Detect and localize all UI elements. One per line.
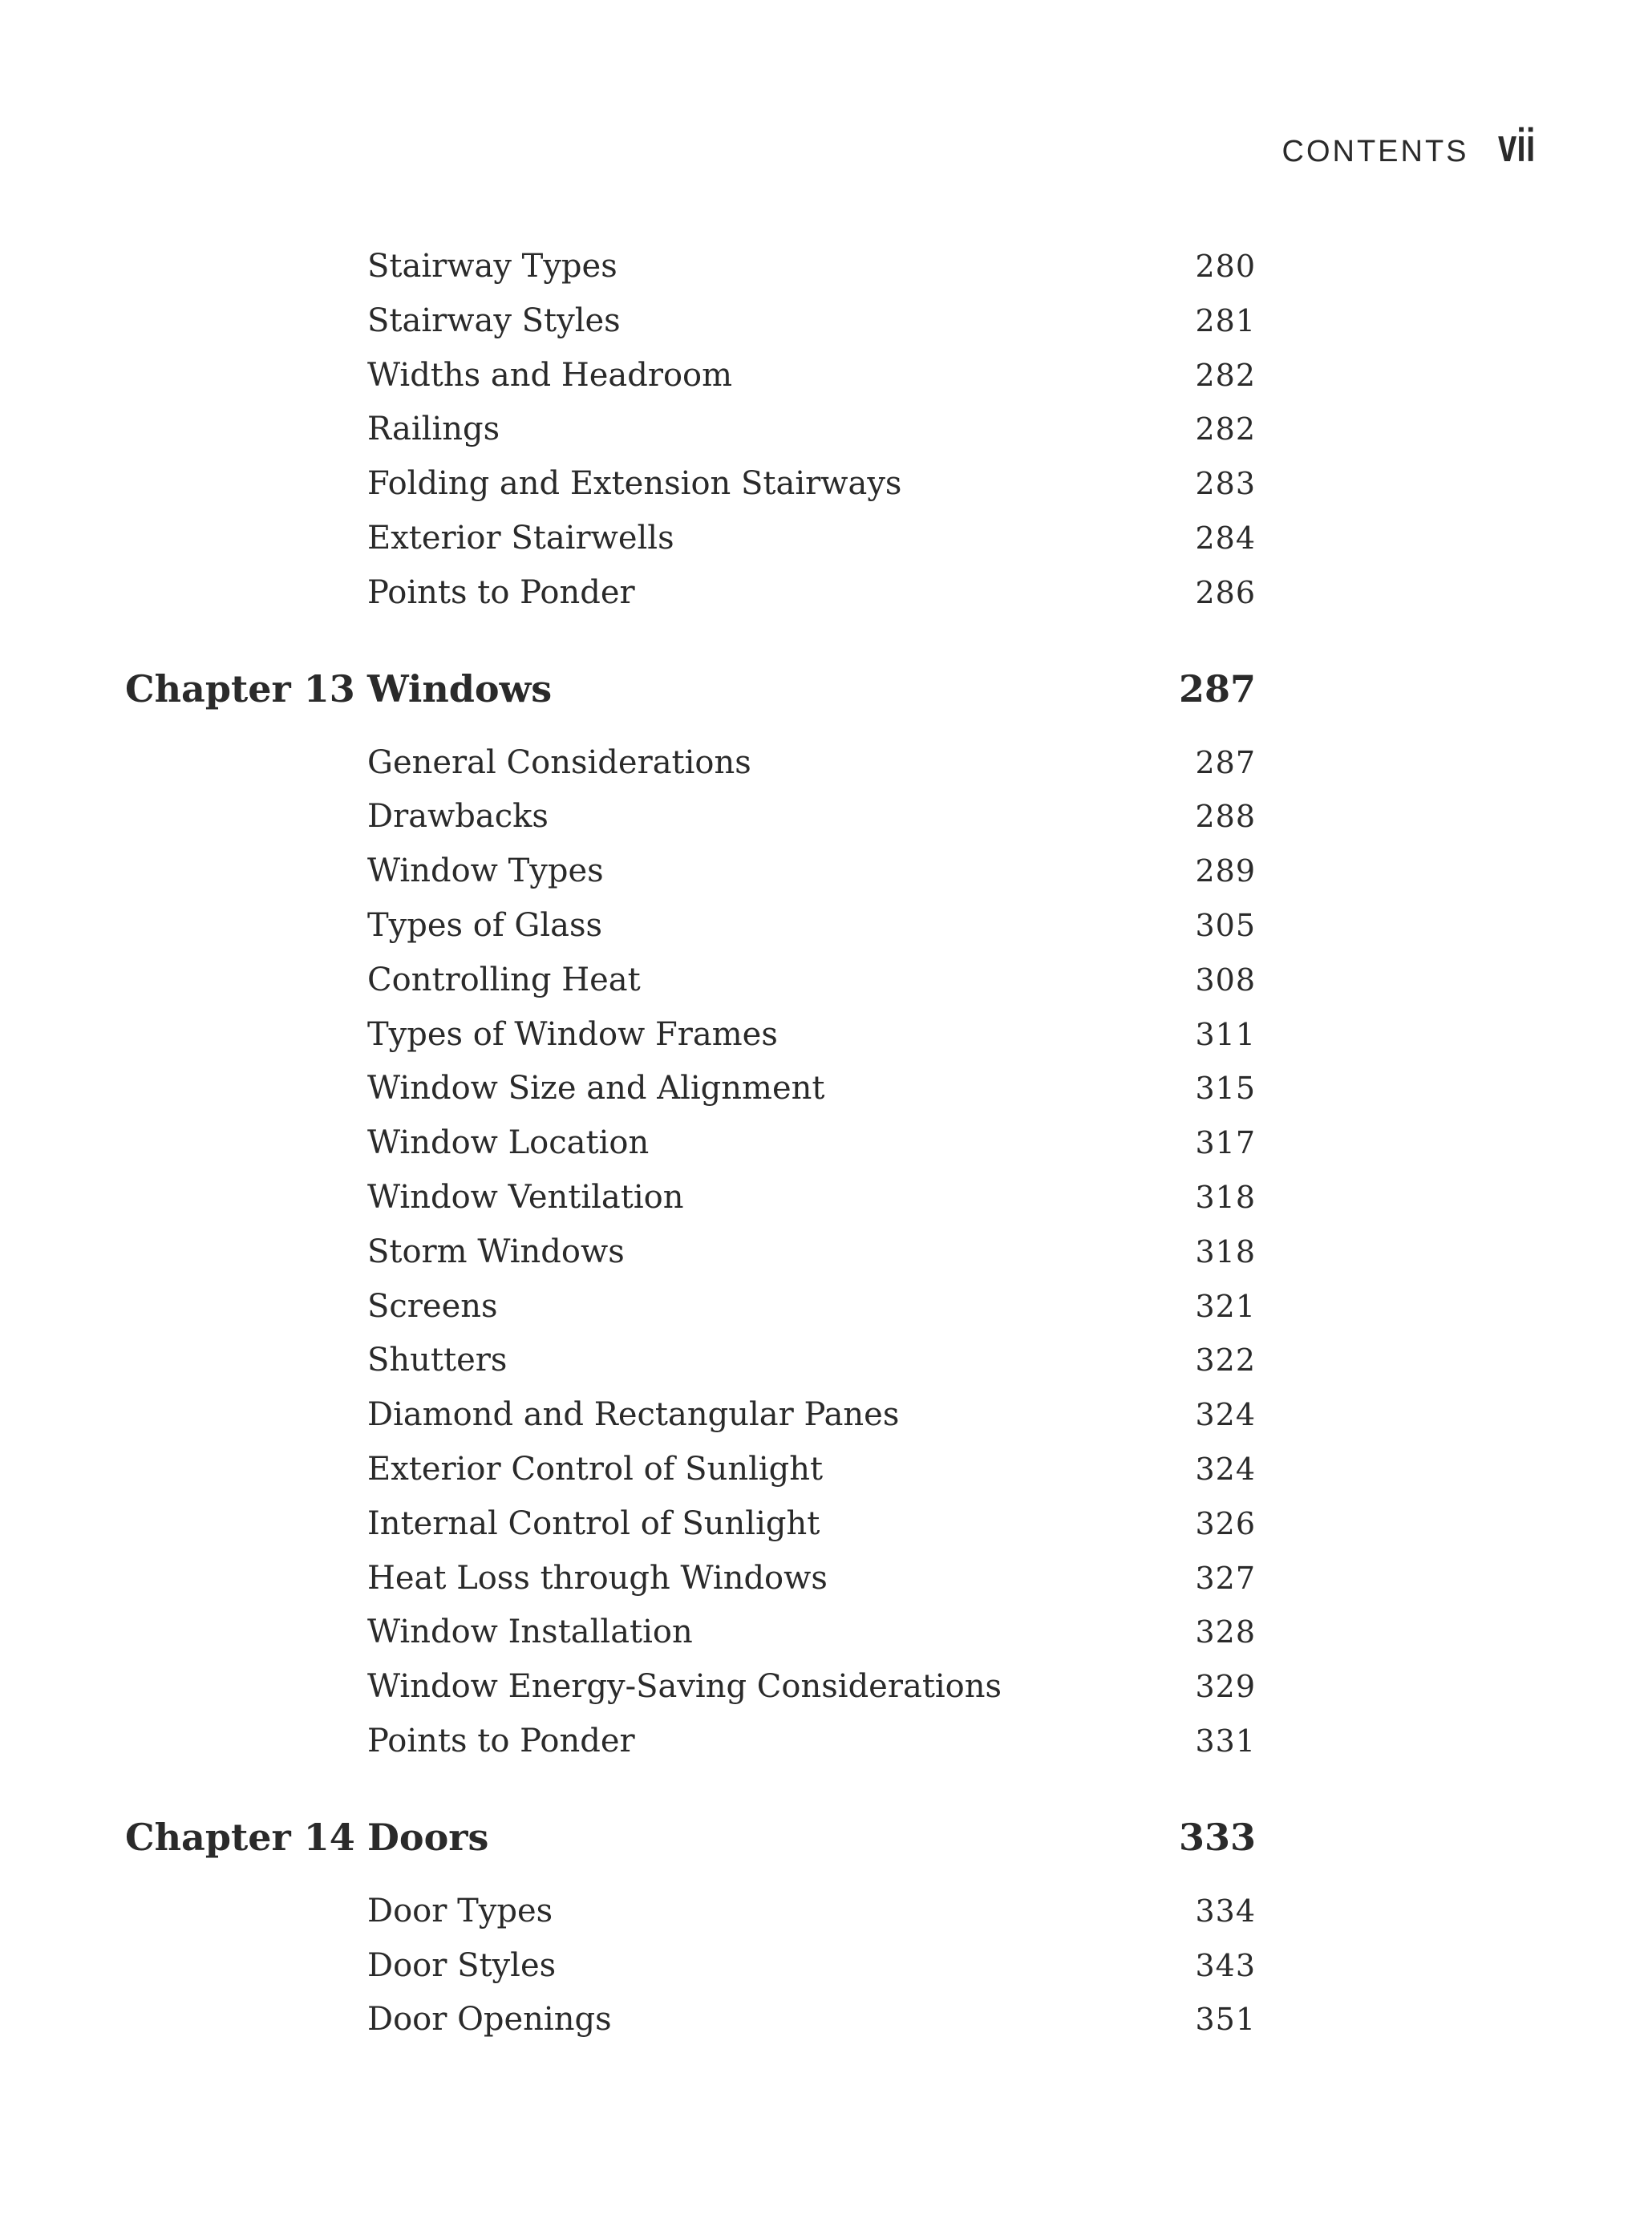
toc-entry-page: 326 [1195, 1505, 1256, 1541]
toc-entry-title: Window Size and Alignment [367, 1070, 825, 1107]
toc-entry[interactable] [0, 460, 1652, 514]
toc-entry-page: 334 [1195, 1893, 1256, 1929]
toc-entry[interactable] [0, 1717, 1652, 1772]
toc-entry[interactable] [0, 1500, 1652, 1554]
toc-entry-title: Folding and Extension Stairways [367, 465, 902, 503]
toc-entry-page: 287 [1195, 744, 1256, 780]
toc-entry-title: Screens [367, 1287, 498, 1325]
toc-entry-title: Widths and Headroom [367, 356, 733, 394]
toc-entry-title: Storm Windows [367, 1233, 625, 1270]
toc-entry[interactable] [0, 1554, 1652, 1609]
toc-entry-page: 343 [1195, 1947, 1256, 1983]
toc-entry-page: 280 [1195, 249, 1256, 284]
chapter-label: Chapter 14 [125, 1815, 355, 1859]
toc-entry[interactable] [0, 847, 1652, 901]
toc-entry-page: 311 [1195, 1016, 1256, 1052]
toc-entry[interactable] [0, 739, 1652, 793]
toc-entry[interactable] [0, 1228, 1652, 1282]
toc-entry-page: 329 [1195, 1669, 1256, 1705]
toc-entry-title: Types of Window Frames [367, 1015, 778, 1053]
toc-entry-title: Exterior Control of Sunlight [367, 1450, 824, 1488]
toc-entry-title: Window Types [367, 852, 604, 890]
toc-entry-title: Window Energy-Saving Considerations [367, 1668, 1002, 1706]
toc-entry[interactable] [0, 792, 1652, 847]
toc-entry-page: 282 [1195, 411, 1256, 447]
toc-entry[interactable] [0, 1173, 1652, 1228]
toc-entry[interactable] [0, 405, 1652, 460]
running-head [1282, 119, 1550, 172]
toc-entry-page: 322 [1195, 1342, 1256, 1379]
toc-entry-title: Door Openings [367, 2001, 612, 2039]
toc-entry[interactable] [0, 1995, 1652, 2050]
toc-entry-page: 286 [1195, 574, 1256, 610]
toc-entry-page: 321 [1195, 1288, 1256, 1324]
chapter-page: 333 [1178, 1815, 1256, 1859]
toc-entry[interactable] [0, 1608, 1652, 1662]
toc-entry-title: General Considerations [367, 743, 751, 781]
toc-entry-page: 305 [1195, 907, 1256, 943]
chapter-title: Doors [367, 1815, 489, 1859]
toc-entry-title: Types of Glass [367, 906, 603, 944]
toc-entry-title: Points to Ponder [367, 573, 635, 611]
toc-entry[interactable] [0, 1119, 1652, 1173]
toc-entry-page: 284 [1195, 520, 1256, 556]
toc-entry-title: Drawbacks [367, 798, 549, 836]
toc-entry-page: 283 [1195, 466, 1256, 502]
toc-entry[interactable] [0, 569, 1652, 623]
chapter-title: Windows [367, 666, 553, 711]
toc-entry[interactable] [0, 1391, 1652, 1445]
toc-entry-title: Stairway Styles [367, 302, 621, 339]
toc-entry[interactable] [0, 901, 1652, 956]
toc-entry[interactable] [0, 514, 1652, 569]
toc-entry-page: 327 [1195, 1560, 1256, 1596]
toc-entry[interactable] [0, 1064, 1652, 1119]
table-of-contents [0, 242, 1652, 2050]
toc-entry-page: 282 [1195, 357, 1256, 393]
toc-entry-title: Railings [367, 411, 500, 448]
toc-entry-page: 324 [1195, 1451, 1256, 1487]
toc-entry[interactable] [0, 1282, 1652, 1337]
toc-entry[interactable] [0, 297, 1652, 351]
toc-entry-page: 281 [1195, 302, 1256, 338]
toc-entry[interactable] [0, 1662, 1652, 1717]
toc-entry-title: Heat Loss through Windows [367, 1559, 828, 1597]
toc-entry-page: 318 [1195, 1179, 1256, 1215]
toc-entry-page: 324 [1195, 1397, 1256, 1433]
toc-entry-title: Window Location [367, 1124, 650, 1162]
toc-entry-page: 318 [1195, 1233, 1256, 1269]
chapter-13-heading[interactable] [0, 665, 1652, 739]
toc-entry[interactable] [0, 1010, 1652, 1065]
toc-entry-page: 288 [1195, 799, 1256, 835]
toc-entry-page: 351 [1195, 2002, 1256, 2038]
toc-entry[interactable] [0, 351, 1652, 406]
toc-entry-title: Window Ventilation [367, 1178, 684, 1216]
toc-entry-title: Window Installation [367, 1614, 693, 1651]
toc-entry-title: Internal Control of Sunlight [367, 1504, 820, 1542]
toc-entry[interactable] [0, 1445, 1652, 1500]
toc-entry-title: Exterior Stairwells [367, 519, 674, 557]
toc-entry-page: 289 [1195, 853, 1256, 889]
running-title: CONTENTS [1282, 135, 1469, 168]
toc-entry[interactable] [0, 956, 1652, 1010]
toc-entry[interactable] [0, 242, 1652, 297]
chapter-label: Chapter 13 [125, 666, 355, 711]
page-number: vii [1497, 119, 1535, 172]
toc-entry-title: Points to Ponder [367, 1722, 635, 1759]
toc-entry-title: Door Types [367, 1892, 553, 1929]
toc-entry-title: Stairway Types [367, 248, 617, 285]
toc-entry-page: 317 [1195, 1125, 1256, 1161]
toc-entry-title: Controlling Heat [367, 961, 641, 998]
toc-entry-page: 331 [1195, 1723, 1256, 1759]
toc-entry-page: 308 [1195, 962, 1256, 998]
toc-entry-page: 328 [1195, 1614, 1256, 1650]
toc-entry-page: 315 [1195, 1071, 1256, 1107]
toc-entry-title: Shutters [367, 1342, 508, 1379]
toc-entry-title: Door Styles [367, 1946, 557, 1984]
toc-entry[interactable] [0, 1336, 1652, 1391]
chapter-page: 287 [1178, 666, 1256, 711]
toc-entry-title: Diamond and Rectangular Panes [367, 1396, 900, 1434]
chapter-14-heading[interactable] [0, 1813, 1652, 1887]
toc-entry[interactable] [0, 1942, 1652, 1996]
toc-entry[interactable] [0, 1887, 1652, 1942]
